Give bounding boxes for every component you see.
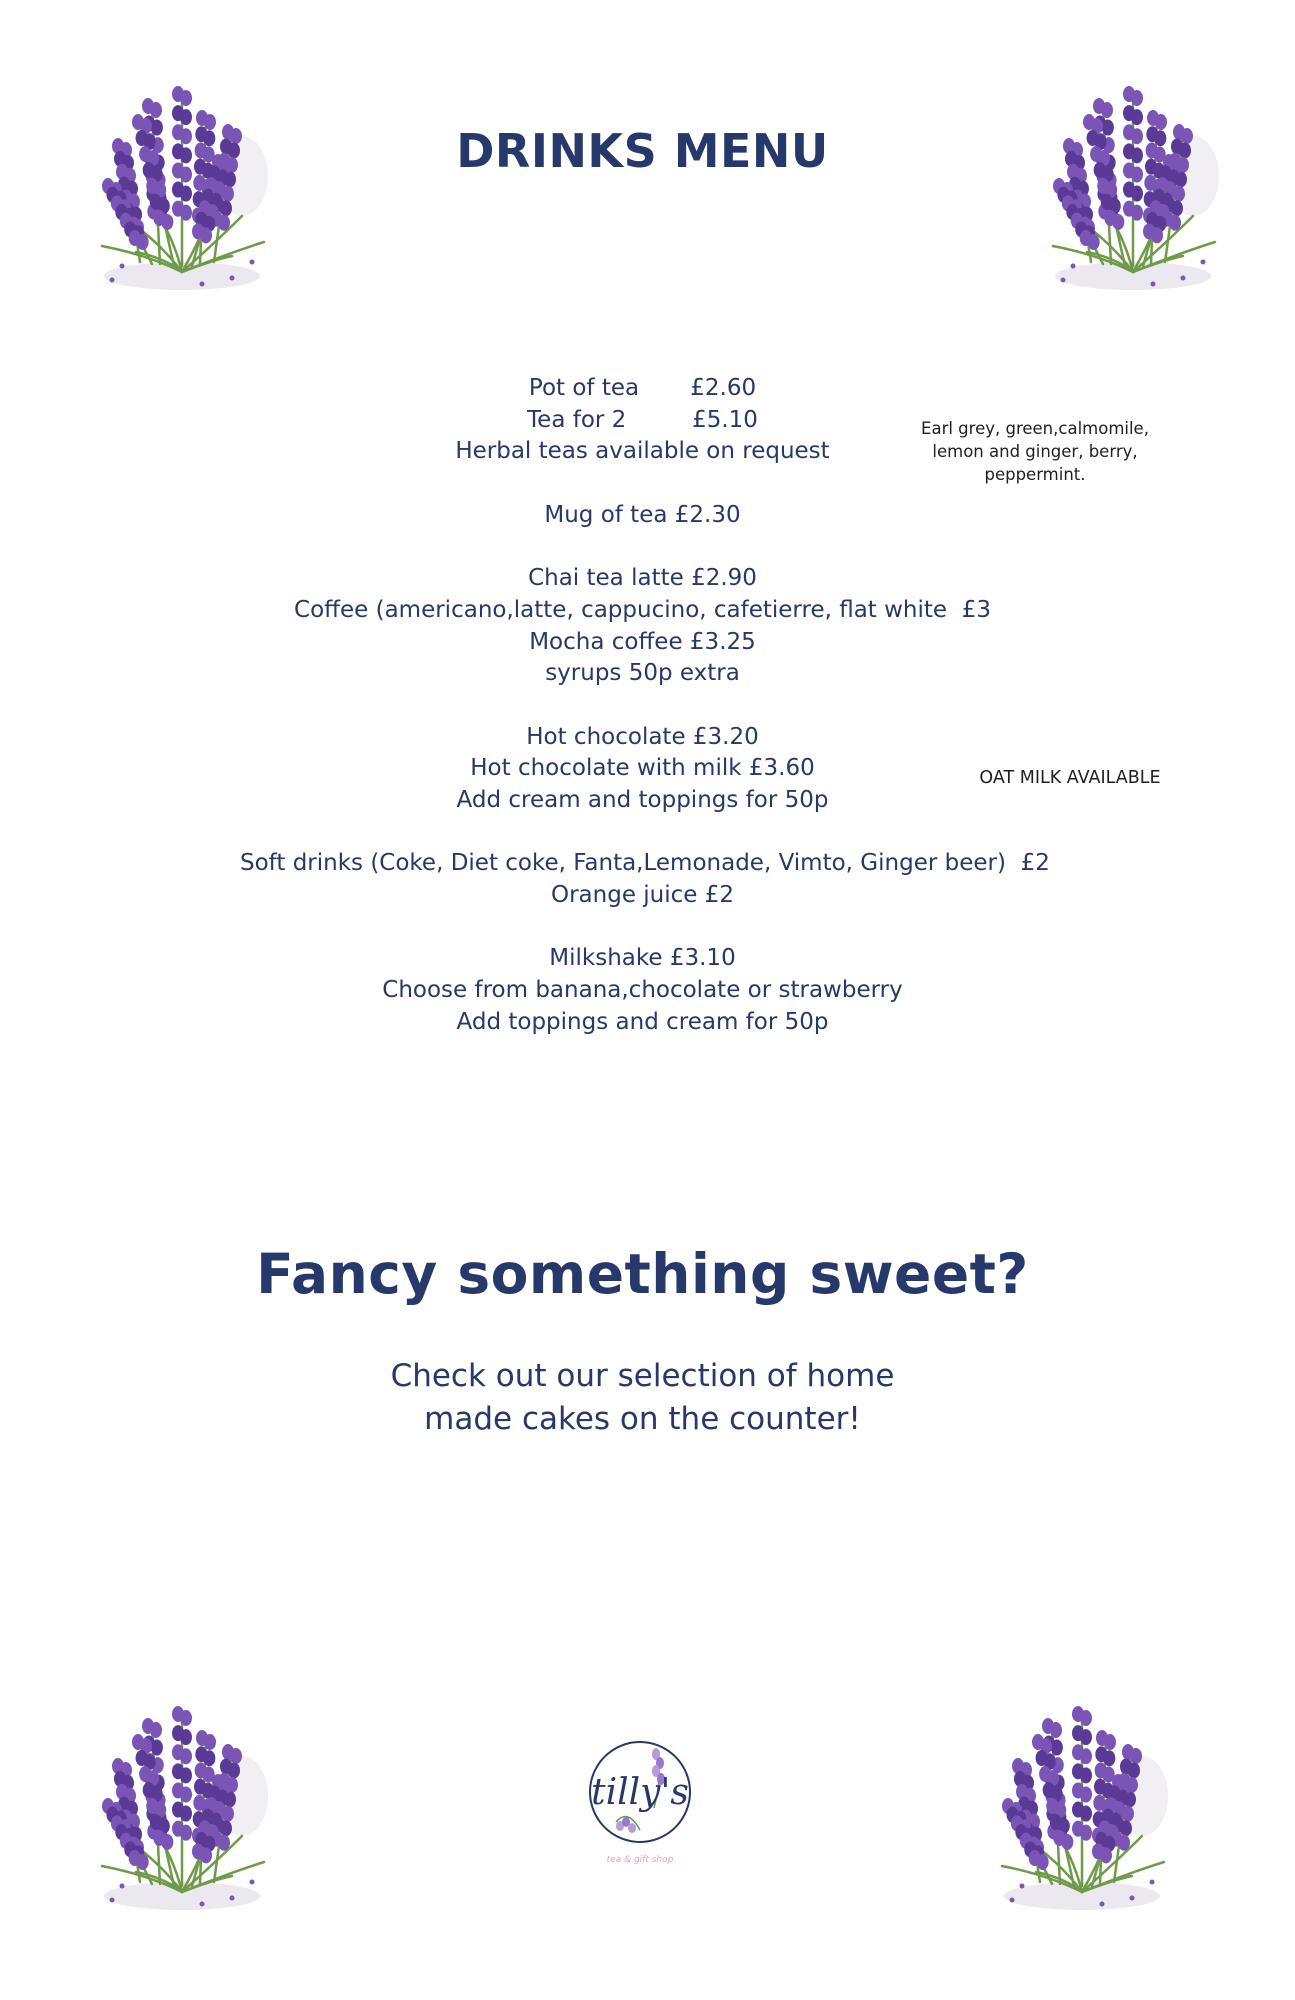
menu-line: Tea for 2 £5.10 <box>527 406 758 433</box>
lavender-bouquet-icon <box>1017 66 1249 298</box>
menu-line: Soft drinks (Coke, Diet coke, Fanta,Lemonade, Vimto, Ginger beer) £2 <box>240 850 1050 877</box>
menu-line: Coffee (americano,latte, cappucino, cafetierre, flat white £3 <box>294 596 991 623</box>
herbal-note-line: peppermint. <box>984 465 1086 484</box>
herbal-note-line: Earl grey, green,calmomile, <box>921 419 1149 438</box>
menu-line: Choose from banana,chocolate or strawberry <box>382 977 903 1004</box>
cakes-line: Check out our selection of home <box>390 1358 895 1394</box>
cakes-message <box>0 1355 1285 1441</box>
menu-line: Mug of tea £2.30 <box>544 501 741 528</box>
herbal-teas-note <box>910 417 1160 486</box>
menu-line: Hot chocolate with milk £3.60 <box>470 755 815 782</box>
menu-line: Hot chocolate £3.20 <box>526 723 759 750</box>
page-title: DRINKS MENU <box>456 124 829 178</box>
tillys-logo <box>576 1738 704 1874</box>
menu-line: Pot of tea £2.60 <box>528 375 757 401</box>
menu-line: Herbal teas available on request <box>455 438 830 465</box>
lavender-bouquet-icon <box>66 66 298 298</box>
herbal-note-line: lemon and ginger, berry, <box>932 442 1138 461</box>
spacer <box>240 531 1045 563</box>
menu-line: Add cream and toppings for 50p <box>456 786 829 813</box>
menu-line: Mocha coffee £3.25 <box>529 628 756 655</box>
spacer <box>240 912 1045 944</box>
spacer <box>240 817 1045 849</box>
spacer <box>240 690 1045 722</box>
logo-tagline: tea & gift shop <box>606 1855 674 1865</box>
menu-line: Orange juice £2 <box>550 882 735 908</box>
menu-line: Add toppings and cream for 50p <box>456 1008 829 1035</box>
menu-line: Milkshake £3.10 <box>549 945 736 972</box>
sweet-heading: Fancy something sweet? <box>256 1242 1029 1306</box>
cakes-line: made cakes on the counter! <box>424 1401 861 1437</box>
oat-milk-note: OAT MILK AVAILABLE <box>979 768 1161 788</box>
lavender-bouquet-icon <box>66 1686 298 1918</box>
lavender-bouquet-icon <box>966 1686 1198 1918</box>
menu-line: syrups 50p extra <box>545 660 740 687</box>
menu-line: Chai tea latte £2.90 <box>528 565 757 592</box>
logo-name: tilly's <box>591 1772 689 1813</box>
